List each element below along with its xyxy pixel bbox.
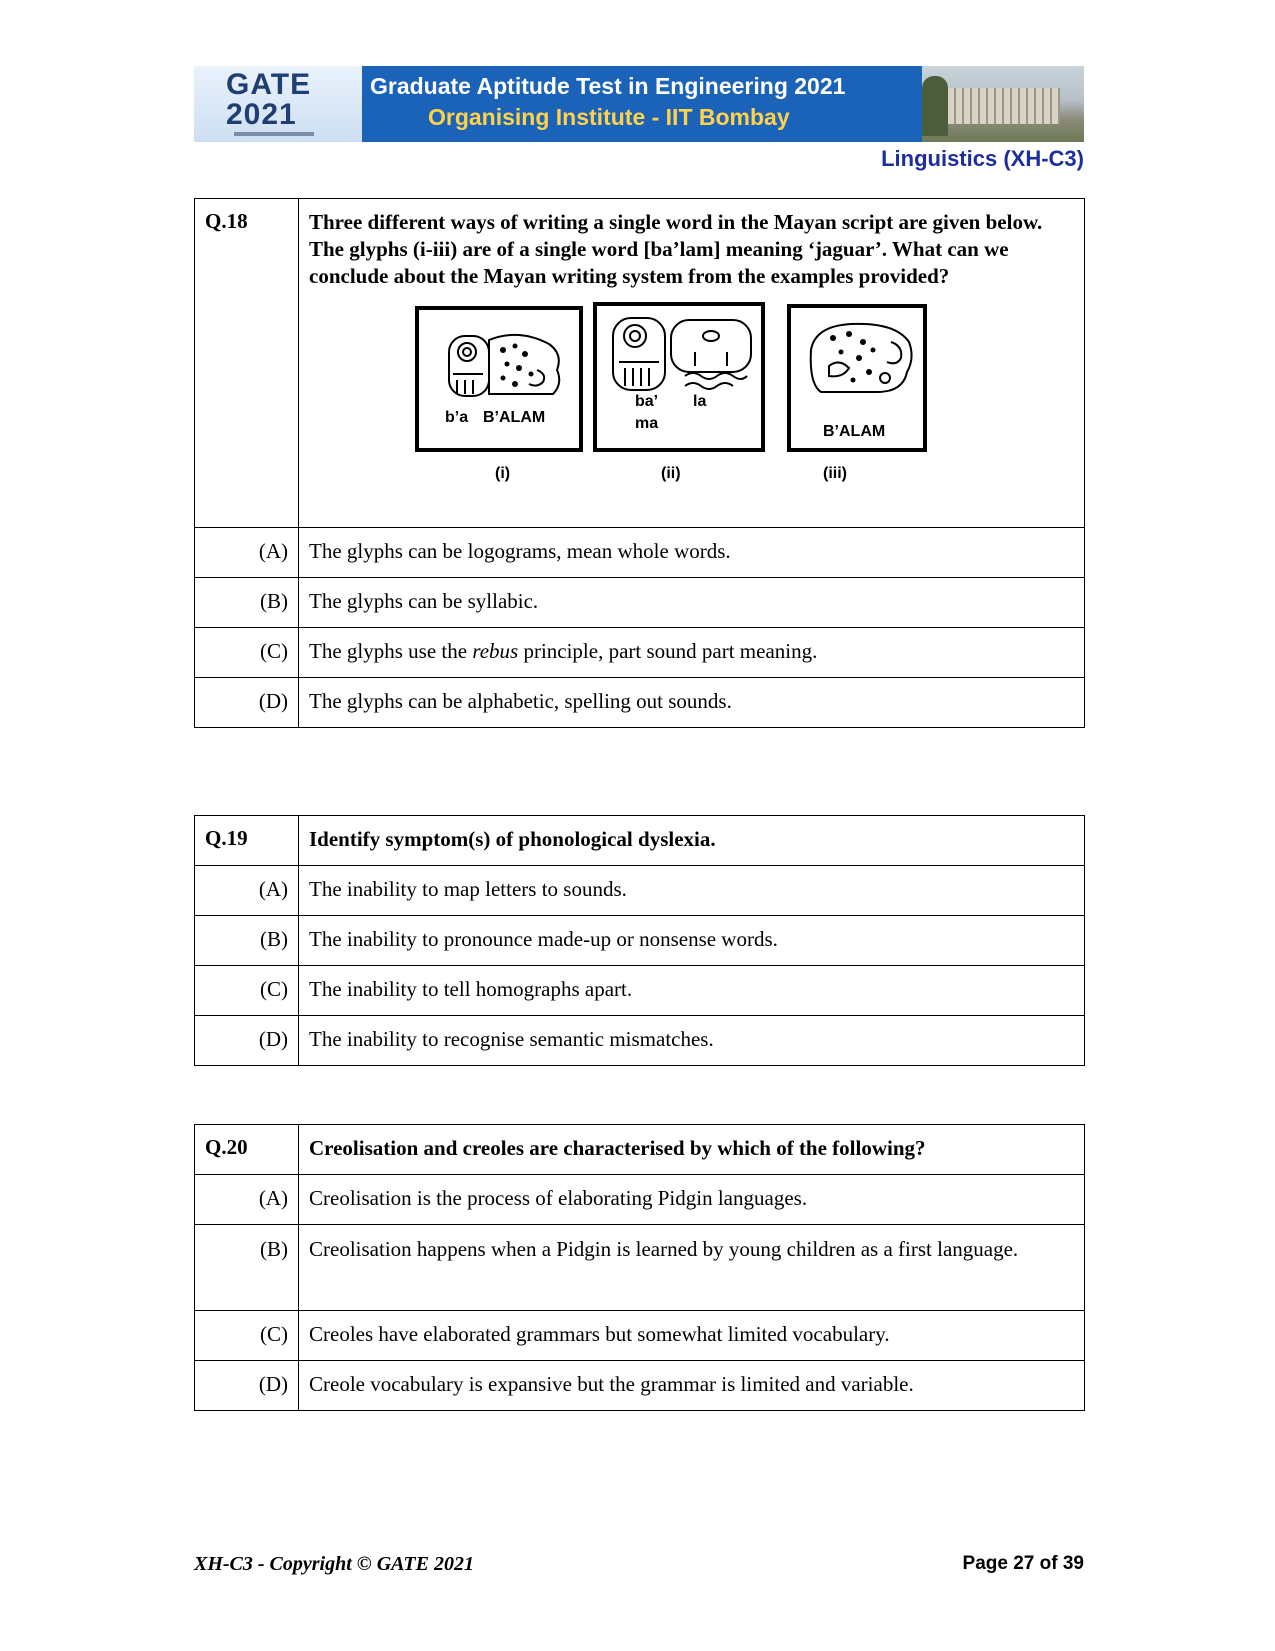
- option-text: The inability to recognise semantic mismatches.: [299, 1016, 1085, 1066]
- option-text: The glyphs can be syllabic.: [299, 578, 1085, 628]
- option-text: Creolisation happens when a Pidgin is learned by young children as a first language.: [299, 1225, 1085, 1311]
- option-label: (D): [195, 1016, 299, 1066]
- glyph-i-label-a: b’a: [445, 409, 469, 426]
- question-20-table: [194, 1124, 1085, 1411]
- question-stem: Three different ways of writing a single word in the Mayan script are given below. The glyphs (i-iii) are of a single word [ba’lam] meaning ‘jaguar’. What can we conclude about the Mayan writing system from the examples provided?: [309, 210, 1043, 288]
- exam-title: Graduate Aptitude Test in Engineering 2021: [370, 73, 846, 99]
- organising-institute: Organising Institute - IIT Bombay: [428, 104, 790, 130]
- question-number: Q.18: [195, 199, 299, 528]
- glyph-iii-label: B’ALAM: [823, 423, 886, 440]
- option-label: (D): [195, 678, 299, 728]
- glyph-i-box: [415, 306, 583, 452]
- page-number: Page 27 of 39: [962, 1553, 1084, 1574]
- question-number: Q.20: [195, 1125, 299, 1175]
- gate-logo: [194, 66, 362, 142]
- glyph-ii-label-c: ma: [635, 415, 659, 432]
- option-text-italic: rebus: [472, 639, 519, 663]
- jaguar-glyph-icon: [445, 330, 565, 404]
- caption-iii: (iii): [823, 465, 847, 482]
- option-text: The inability to map letters to sounds.: [299, 866, 1085, 916]
- syllabic-glyph-icon: [609, 312, 755, 396]
- option-label: (B): [195, 916, 299, 966]
- option-label: (A): [195, 866, 299, 916]
- option-text: Creole vocabulary is expansive but the grammar is limited and variable.: [299, 1361, 1085, 1411]
- question-18-table: [194, 198, 1085, 728]
- title-panel: [362, 66, 922, 142]
- question-stem: Identify symptom(s) of phonological dyslexia.: [299, 816, 1085, 866]
- option-label: (B): [195, 1225, 299, 1311]
- option-text: The inability to pronounce made-up or nonsense words.: [299, 916, 1085, 966]
- glyph-i-label-b: B’ALAM: [483, 409, 546, 426]
- option-label: (D): [195, 1361, 299, 1411]
- option-text: Creolisation is the process of elaborating Pidgin languages.: [299, 1175, 1085, 1225]
- option-text-part: principle, part sound part meaning.: [518, 639, 818, 663]
- jaguar-head-glyph-icon: [805, 320, 915, 400]
- header-banner: [194, 66, 1084, 142]
- option-label: (A): [195, 1175, 299, 1225]
- option-label: (C): [195, 1311, 299, 1361]
- option-text: The inability to tell homographs apart.: [299, 966, 1085, 1016]
- option-text: [299, 628, 1085, 678]
- mayan-glyph-figure: [309, 302, 1074, 492]
- logo-line2: 2021: [226, 98, 297, 131]
- caption-ii: (ii): [661, 465, 681, 482]
- option-label: (A): [195, 528, 299, 578]
- option-label: (C): [195, 628, 299, 678]
- campus-photo: [922, 66, 1084, 142]
- option-label: (C): [195, 966, 299, 1016]
- option-text: The glyphs can be alphabetic, spelling out sounds.: [299, 678, 1085, 728]
- question-stem: Creolisation and creoles are characterised by which of the following?: [299, 1125, 1085, 1175]
- option-label: (B): [195, 578, 299, 628]
- copyright-footer: XH-C3 - Copyright © GATE 2021: [194, 1553, 474, 1575]
- glyph-ii-label-a: ba’: [635, 393, 659, 410]
- subject-title: Linguistics (XH-C3): [881, 146, 1084, 171]
- caption-i: (i): [495, 465, 511, 482]
- building-image: [940, 88, 1060, 124]
- glyph-ii-box: [593, 302, 765, 452]
- question-19-table: [194, 815, 1085, 1066]
- option-text: Creoles have elaborated grammars but somewhat limited vocabulary.: [299, 1311, 1085, 1361]
- tree-image: [922, 76, 948, 136]
- option-text: The glyphs can be logograms, mean whole words.: [299, 528, 1085, 578]
- question-number: Q.19: [195, 816, 299, 866]
- logo-line1: GATE: [226, 68, 312, 101]
- option-text-part: The glyphs use the: [309, 639, 473, 663]
- question-stem-cell: [299, 199, 1085, 528]
- logo-underline: [234, 132, 314, 136]
- glyph-ii-label-b: la: [693, 393, 707, 410]
- glyph-iii-box: [787, 304, 927, 452]
